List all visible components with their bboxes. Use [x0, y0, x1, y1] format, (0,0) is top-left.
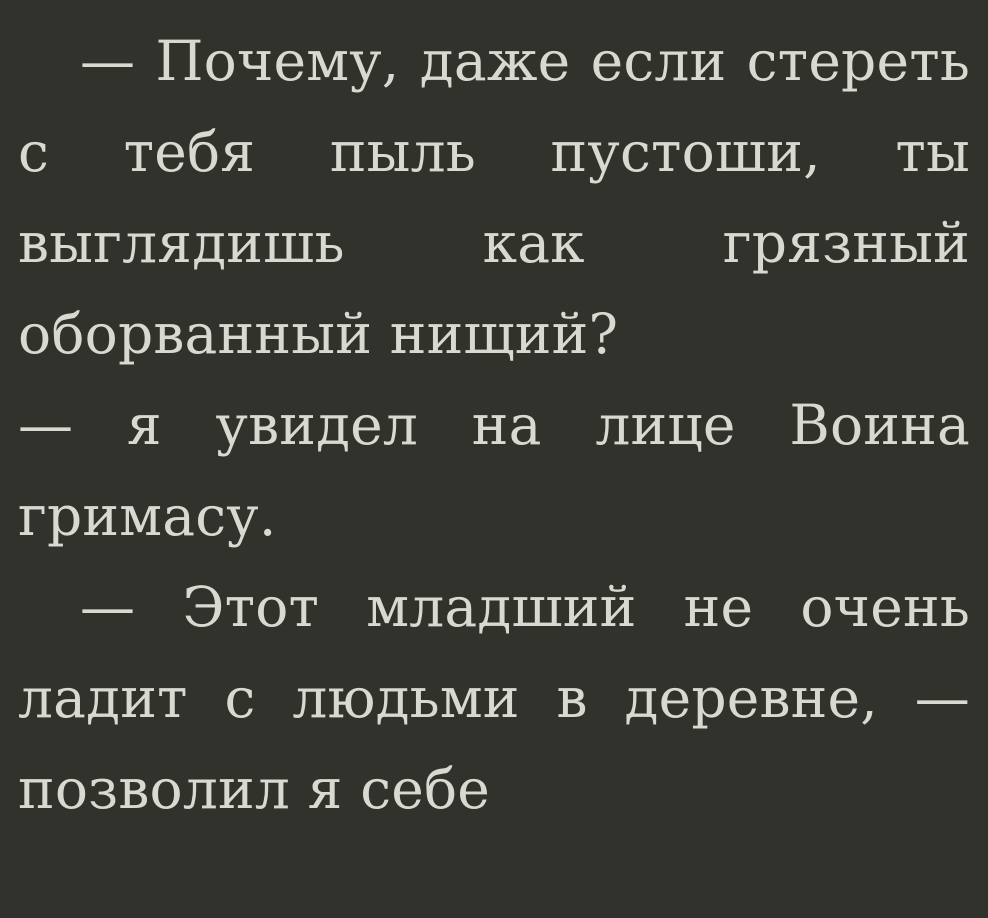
- paragraph-block: [18, 562, 970, 835]
- paragraph-block: [18, 16, 970, 380]
- paragraph-text: — Почему, даже если стереть с тебя пыль пустоши, ты выглядишь как грязный оборванный нищий?: [18, 29, 970, 366]
- paragraph-block: [18, 380, 970, 562]
- paragraph-text: — я увидел на лице Воина гримасу.: [18, 393, 970, 548]
- paragraph-text: — Этот младший не очень ладит с людьми в деревне, — позволил я себе: [18, 575, 970, 821]
